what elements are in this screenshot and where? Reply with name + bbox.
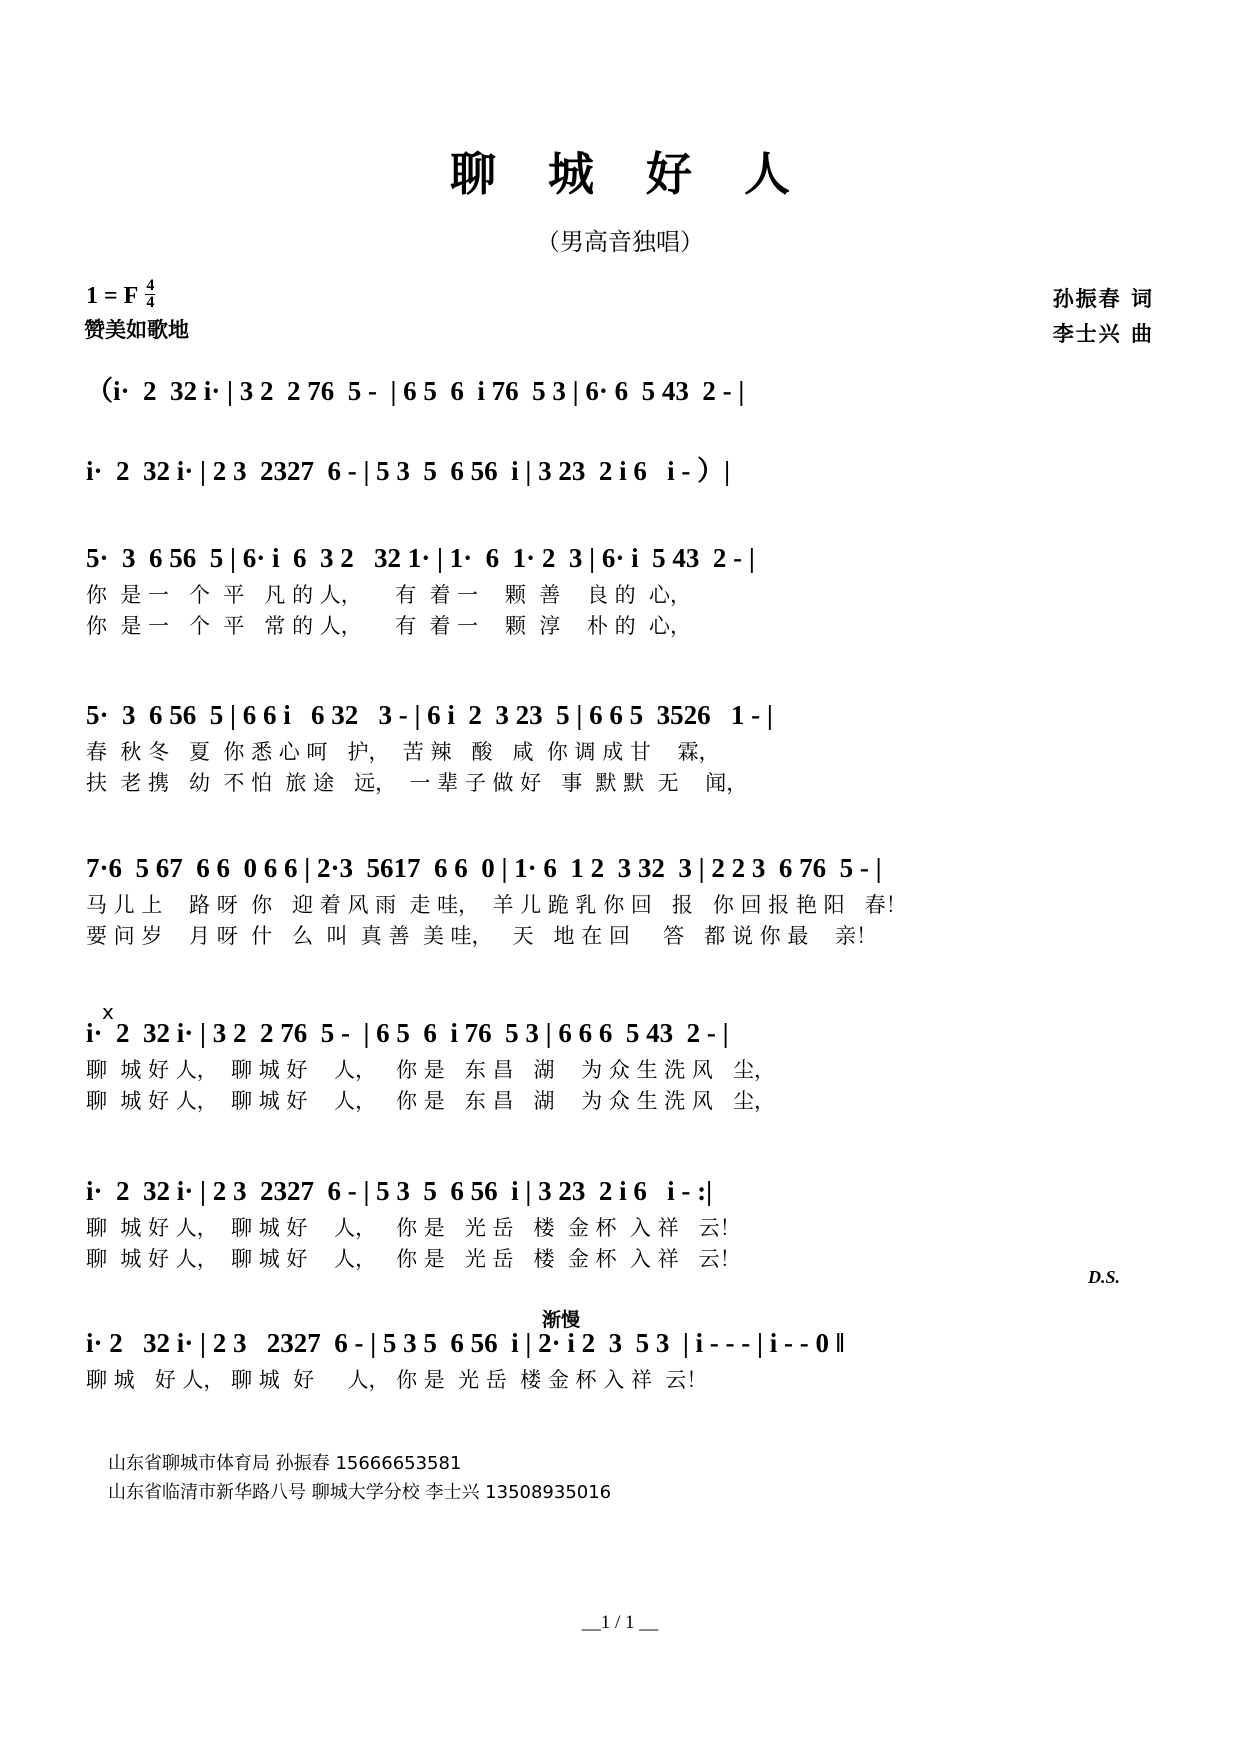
- lyric-line-1: 聊 城 好 人， 聊 城 好 人， 你 是 光 岳 楼 金 杯 入 祥 云！: [86, 1216, 741, 1240]
- lyric-line-2: 聊 城 好 人， 聊 城 好 人， 你 是 东 昌 湖 为 众 生 洗 风 尘，: [86, 1089, 775, 1113]
- lyric-line-1: 春 秋 冬 夏 你 悉 心 呵 护， 苦 辣 酸 咸 你 调 成 甘 霖，: [86, 740, 720, 764]
- note-row: i· 2 32 i· | 3 2 2 76 5 - | 6 5 6 i 76 5 3 | 6 6 6 5 43 2 - |: [86, 1018, 729, 1048]
- segno-icon: x: [102, 1000, 114, 1024]
- music-system-verse-2: [86, 702, 1154, 804]
- music-system-intro-1: [86, 378, 1154, 418]
- composer-credit: 李士兴 曲: [1052, 322, 1154, 346]
- music-system-verse-1: [86, 545, 1154, 647]
- lyric-line-1: 你 是 一 个 平 凡 的 人， 有 着 一 颗 善 良 的 心，: [86, 583, 691, 607]
- note-row: 7·6 5 67 6 6 0 6 6 | 2·3 5617 6 6 0 | 1· 6 1 2 3 32 3 | 2 2 3 6 76 5 - |: [86, 853, 882, 883]
- contact-line-2: 山东省临清市新华路八号 聊城大学分校 李士兴 13508935016: [108, 1482, 612, 1503]
- ds-marking: D.S.: [1088, 1267, 1121, 1287]
- lyric-line-1: 聊 城 好 人， 聊 城 好 人， 你 是 东 昌 湖 为 众 生 洗 风 尘，: [86, 1058, 775, 1082]
- subtitle: （男高音独唱）: [536, 228, 704, 256]
- time-signature-denominator: 4: [146, 294, 155, 311]
- music-system-intro-2: [86, 458, 1154, 498]
- key-label: 1 = F: [86, 283, 139, 309]
- page-title: 聊 城 好 人: [449, 147, 809, 201]
- music-system-verse-3: [86, 855, 1154, 957]
- music-system-coda: [86, 1330, 1154, 1401]
- tempo-mood-marking: 赞美如歌地: [84, 318, 189, 342]
- lyric-line-2: 扶 老 携 幼 不 怕 旅 途 远， 一 辈 子 做 好 事 默 默 无 闻，: [86, 771, 748, 795]
- time-signature: [145, 278, 155, 311]
- contact-line-1: 山东省聊城市体育局 孙振春 15666653581: [108, 1453, 462, 1474]
- lyric-line-2: 你 是 一 个 平 常 的 人， 有 着 一 颗 淳 朴 的 心，: [86, 614, 691, 638]
- music-system-chorus-2: [86, 1178, 1154, 1280]
- lyric-line-2: 要 问 岁 月 呀 什 么 叫 真 善 美 哇， 天 地 在 回 答 都 说 你 最 亲！: [86, 924, 878, 948]
- lyric-line-2: 聊 城 好 人， 聊 城 好 人， 你 是 光 岳 楼 金 杯 入 祥 云！: [86, 1247, 741, 1271]
- time-signature-numerator: 4: [146, 277, 155, 294]
- music-system-chorus-1: [86, 1020, 1154, 1122]
- note-row: 5· 3 6 56 5 | 6· i 6 3 2 32 1· | 1· 6 1· 2 3 | 6· i 5 43 2 - |: [86, 543, 755, 573]
- note-row: i· 2 32 i· | 2 3 2327 6 - | 5 3 5 6 56 i | 3 23 2 i 6 i - :|: [86, 1176, 713, 1206]
- key-signature: [86, 278, 155, 311]
- note-row: （i· 2 32 i· | 3 2 2 76 5 - | 6 5 6 i 76 5 3 | 6· 6 5 43 2 - |: [86, 376, 745, 406]
- note-row: i· 2 32 i· | 2 3 2327 6 - | 5 3 5 6 56 i | 3 23 2 i 6 i - ）|: [86, 456, 731, 486]
- note-row: i· 2 32 i· | 2 3 2327 6 - | 5 3 5 6 56 i | 2· i 2 3 5 3 | i - - - | i - - 0 ‖: [86, 1328, 845, 1358]
- ritardando-marking: 渐慢: [542, 1309, 581, 1331]
- note-row: 5· 3 6 56 5 | 6 6 i 6 32 3 - | 6 i 2 3 23 5 | 6 6 5 3526 1 - |: [86, 700, 773, 730]
- lyricist-credit: 孙振春 词: [1052, 287, 1154, 311]
- page-number: __1 / 1 __: [581, 1612, 659, 1633]
- lyric-line-1: 马 儿 上 路 呀 你 迎 着 风 雨 走 哇， 羊 儿 跪 乳 你 回 报 你 回 报 艳 阳 春！: [86, 893, 907, 917]
- lyric-line-1: 聊 城 好 人， 聊 城 好 人， 你 是 光 岳 楼 金 杯 入 祥 云！: [86, 1368, 708, 1392]
